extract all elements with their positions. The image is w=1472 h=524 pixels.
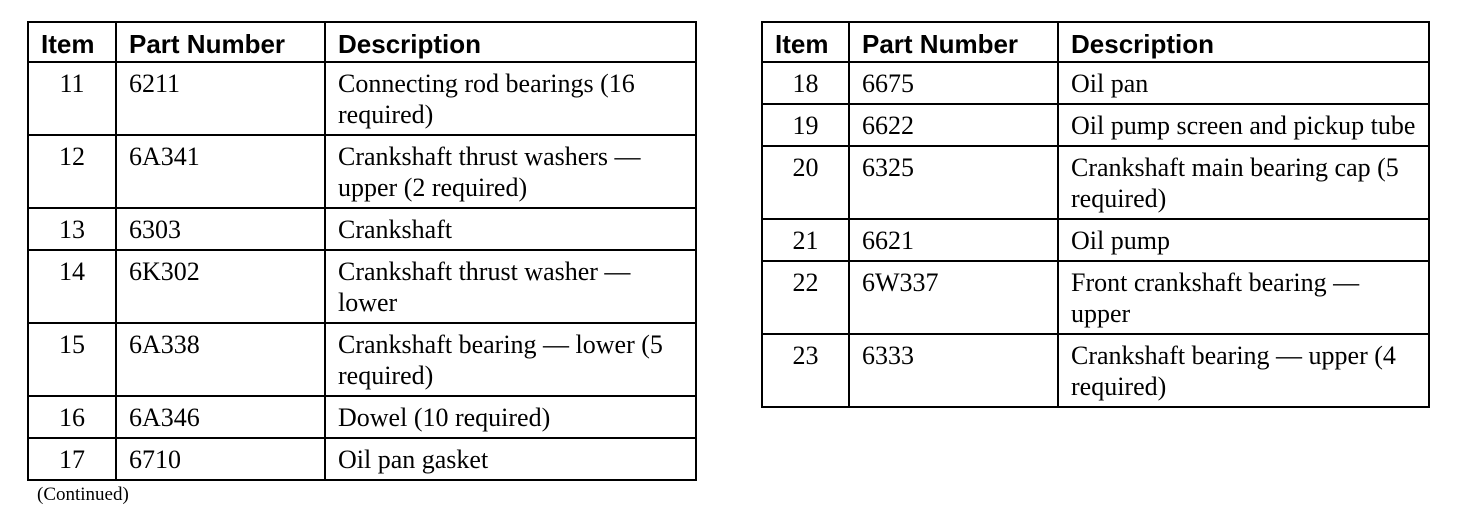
- part-description: Crankshaft: [325, 208, 696, 250]
- item-number: 23: [762, 334, 849, 407]
- part-number: 6710: [116, 438, 325, 480]
- table-row: [762, 104, 1429, 146]
- item-number: 20: [762, 146, 849, 219]
- item-number: 17: [28, 438, 116, 480]
- part-description: Crankshaft thrust washers — upper (2 required): [325, 135, 696, 208]
- item-number: 15: [28, 323, 116, 396]
- item-number: 16: [28, 396, 116, 438]
- column-header-item: Item: [28, 22, 116, 62]
- part-number: 6A338: [116, 323, 325, 396]
- table-row: [762, 261, 1429, 334]
- part-number: 6675: [849, 62, 1058, 104]
- table-row: [28, 62, 696, 135]
- part-description: Dowel (10 required): [325, 396, 696, 438]
- part-description: Crankshaft main bearing cap (5 required): [1058, 146, 1429, 219]
- part-number: 6211: [116, 62, 325, 135]
- part-description: Oil pan: [1058, 62, 1429, 104]
- part-description: Crankshaft bearing — lower (5 required): [325, 323, 696, 396]
- table-row: [762, 146, 1429, 219]
- item-number: 12: [28, 135, 116, 208]
- part-number: 6622: [849, 104, 1058, 146]
- part-description: Crankshaft thrust washer — lower: [325, 250, 696, 323]
- column-header-item: Item: [762, 22, 849, 62]
- part-number: 6K302: [116, 250, 325, 323]
- column-header-description: Description: [325, 22, 696, 62]
- item-number: 21: [762, 219, 849, 261]
- item-number: 13: [28, 208, 116, 250]
- item-number: 18: [762, 62, 849, 104]
- part-number: 6W337: [849, 261, 1058, 334]
- part-number: 6333: [849, 334, 1058, 407]
- part-number: 6621: [849, 219, 1058, 261]
- table-row: [762, 219, 1429, 261]
- part-number: 6325: [849, 146, 1058, 219]
- continued-note: (Continued): [37, 484, 129, 505]
- column-header-description: Description: [1058, 22, 1429, 62]
- part-number: 6A346: [116, 396, 325, 438]
- table-row: [28, 250, 696, 323]
- item-number: 22: [762, 261, 849, 334]
- table-row: [28, 396, 696, 438]
- parts-table-left: [27, 21, 697, 481]
- table-row: [28, 438, 696, 480]
- item-number: 14: [28, 250, 116, 323]
- parts-table-right: [761, 21, 1430, 408]
- column-header-part-number: Part Number: [116, 22, 325, 62]
- part-description: Connecting rod bearings (16 required): [325, 62, 696, 135]
- table-row: [28, 135, 696, 208]
- item-number: 19: [762, 104, 849, 146]
- part-description: Oil pan gasket: [325, 438, 696, 480]
- column-header-part-number: Part Number: [849, 22, 1058, 62]
- table-row: [762, 62, 1429, 104]
- table-header-row: [762, 22, 1429, 62]
- part-description: Oil pump screen and pickup tube: [1058, 104, 1429, 146]
- item-number: 11: [28, 62, 116, 135]
- part-description: Oil pump: [1058, 219, 1429, 261]
- part-description: Front crankshaft bearing — upper: [1058, 261, 1429, 334]
- table-row: [28, 323, 696, 396]
- table-row: [762, 334, 1429, 407]
- table-header-row: [28, 22, 696, 62]
- table-row: [28, 208, 696, 250]
- part-number: 6A341: [116, 135, 325, 208]
- part-description: Crankshaft bearing — upper (4 required): [1058, 334, 1429, 407]
- part-number: 6303: [116, 208, 325, 250]
